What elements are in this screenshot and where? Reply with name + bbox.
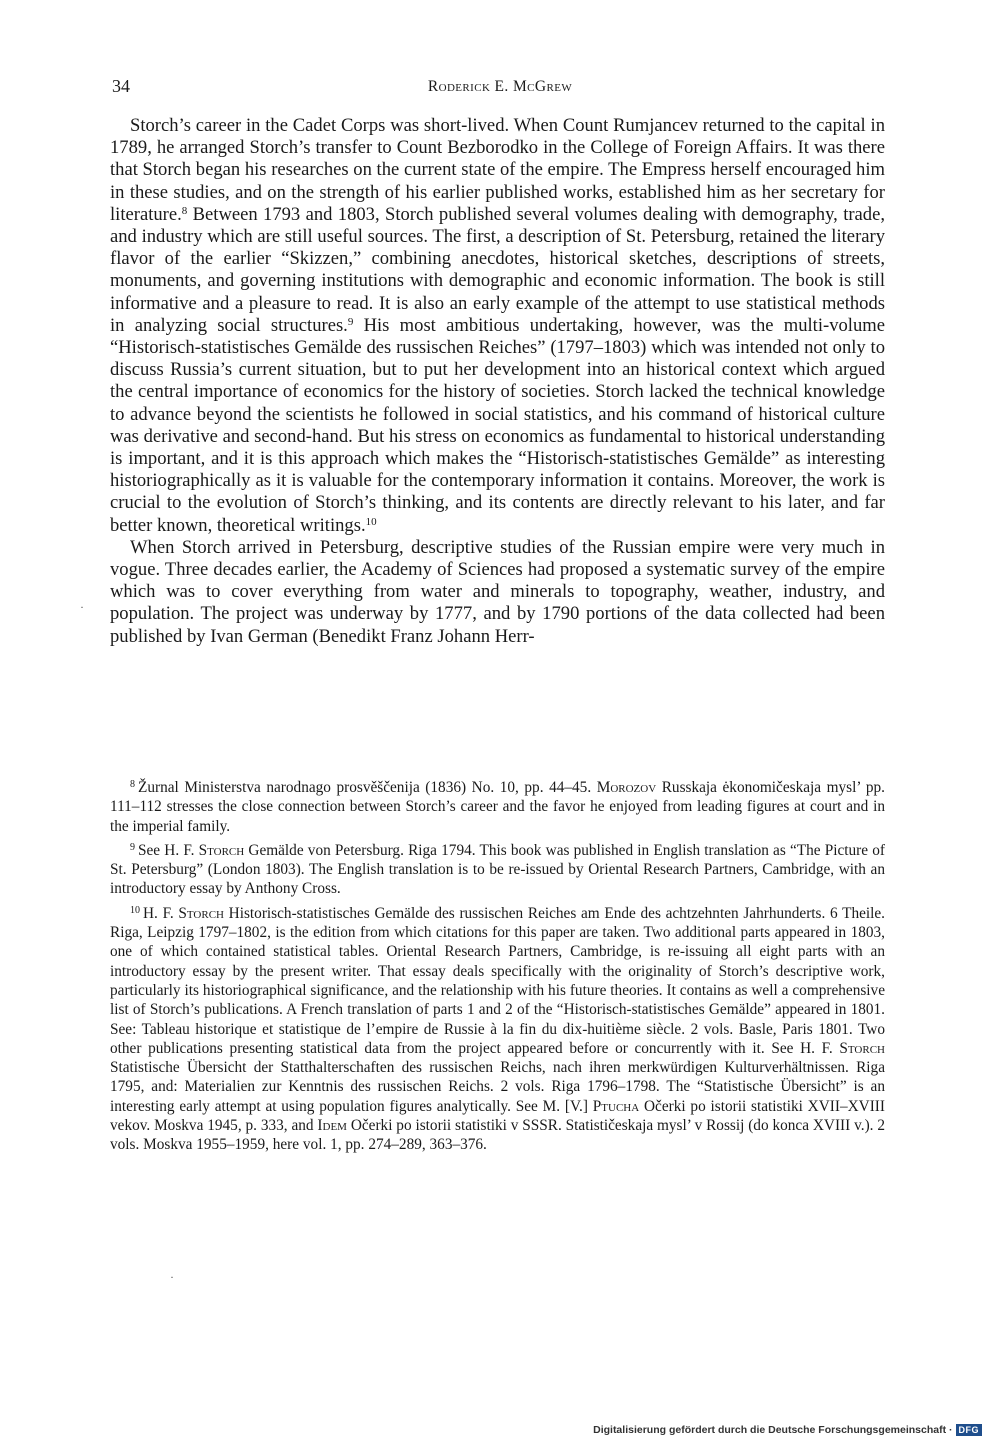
paragraph-1 — [110, 115, 885, 537]
footnote-text: Russkaja ėkonomičeskaja mysl’ pp. 111–112 stresses the close connection between Storch’s career and the favor he enjoyed from leading figures at court and in the imperial family. — [110, 779, 885, 835]
author-name: Storch — [839, 1039, 885, 1057]
credit-text: Digitalisierung gefördert durch die Deutsche Forschungsgemeinschaft · — [593, 1424, 953, 1436]
paragraph-1-part-2: Between 1793 and 1803, Storch published several volumes dealing with demography, trade, and industry which are still useful sources. The first, a description of St. Petersburg, retained the literary flavor of the earlier “Skizzen,” combining anecdotes, historical sketches, descriptions of streets, monuments, and governing institutions with demographic and economic information. The book is still informative and a pleasure to read. It is also an early example of the attempt to use statistical methods in analyzing social structures. — [110, 203, 885, 336]
margin-dot-mark: · — [170, 1270, 174, 1284]
footnote-number: 9 — [130, 841, 135, 853]
author-name: Ptucha — [592, 1097, 640, 1115]
dfg-logo-icon: DFG — [956, 1424, 983, 1436]
footnotes — [110, 778, 885, 1160]
footnote-9 — [110, 841, 885, 899]
margin-dot-mark: · — [80, 600, 84, 614]
footnote-text: Historisch-statistisches Gemälde des russischen Reiches am Ende des achtzehnten Jahrhunderts. 6 Theile. Riga, Leipzig 1797–1802, is the edition from which citations for this paper are taken. Two additional parts appeared in 1803, one of which contained statistical tables. Oriental Research Partners, Cambridge, is re-issuing all eight parts with an introductory essay by the present writer. That essay deals specifically with the originality of Storch’s descriptive work, particularly its historiographical significance, and the relationship with his future theories. It contains as well a comprehensive list of Storch’s publications. A French translation of parts 1 and 2 of the “Historisch-statistisches Gemälde” appeared in 1801. See: Tableau historique et statistique de l’empire de Russie à la fin du dix-huitième siècle. 2 vols. Basle, Paris 1801. Two other publications presenting statistical data from the project appeared before or concurrently with it. See H. F. — [110, 904, 885, 1057]
author-name: Idem — [317, 1117, 347, 1135]
footnote-text: See H. F. — [138, 841, 199, 859]
footnote-text: H. F. — [143, 904, 179, 922]
footnote-ref-8: 8 — [181, 204, 188, 217]
footnote-text: Gemälde von Petersburg. Riga 1794. This book was published in English translation as “The Picture of St. Petersburg” (London 1803). The English translation is to be re-issued by Oriental Research Partners, Cambridge, with an introductory essay by Anthony Cross. — [110, 841, 885, 898]
footnote-text: Očerki po istorii statistiki XVII–XVIII vekov. Moskva 1945, p. 333, and — [110, 1097, 885, 1135]
footnote-number: 8 — [130, 779, 135, 790]
page-number: 34 — [112, 76, 130, 96]
footnote-ref-9: 9 — [347, 315, 354, 328]
running-head: Roderick E. McGrew — [427, 78, 573, 95]
footnote-10 — [110, 904, 885, 1155]
footnote-8 — [110, 778, 885, 836]
body-text — [110, 115, 885, 648]
author-name: Storch — [178, 904, 224, 922]
paragraph-1-part-1: Storch’s career in the Cadet Corps was short-lived. When Count Rumjancev returned to the capital in 1789, he arranged Storch’s transfer to Count Bezborodko in the College of Foreign Affairs. It was there that Storch began his researches on the current state of the empire. The Empress herself encouraged him in these studies, and on the strength of his earlier published works, established him as her secretary for literature. — [110, 115, 885, 225]
footnote-text: Žurnal Ministerstva narodnago prosvěščenija (1836) No. 10, pp. 44–45. — [138, 779, 597, 796]
footnote-number: 10 — [130, 904, 140, 916]
footnote-text: Očerki po istorii statistiki v SSSR. Statističeskaja mysl’ v Rossij (do konca XVIII v.). 2 vols. Moskva 1955–1959, here vol. 1, pp. 274–289, 363–376. — [110, 1117, 885, 1154]
paragraph-1-part-3: His most ambitious undertaking, however, was the multi-volume “Historisch-statistisches Gemälde des russischen Reiches” (1797–1803) which was intended not only to discuss Russia’s current situation, but to put her development into an historical context which argued the central importance of economics for the history of societies. Storch lacked the technical knowledge to advance beyond the scientists he followed in social statistics, and his command of historical culture was derivative and second-hand. But his stress on economics as fundamental to historical understanding is important, and it is this approach which makes the “Historisch-statistisches Gemälde” as interesting historiographically as it is valuable for the contemporary information it contains. Moreover, the work is crucial to the evolution of Storch’s thinking, and its contents are directly relevant to his later, and far better known, theoretical writings. — [110, 314, 885, 536]
footnote-text: Statistische Übersicht der Statthalterschaften des russischen Reichs, nach ihren merkwürdigen Kulturverhältnissen. Riga 1795, and: Materialien zur Kenntnis des russischen Reichs. 2 vols. Riga 1796–1798. The “Statistische Übersicht” is an interesting early attempt at using population figures analytically. See M. [V.] — [110, 1059, 885, 1115]
author-name: Morozov — [596, 779, 657, 796]
digitization-credit — [593, 1424, 982, 1436]
paragraph-2: When Storch arrived in Petersburg, descriptive studies of the Russian empire were very much in vogue. Three decades earlier, the Academy of Sciences had proposed a systematic survey of the empire which was to cover everything from water and minerals to topography, weather, industry, and population. The project was underway by 1777, and by 1790 portions of the data collected had been published by Ivan German (Benedikt Franz Johann Herr- — [110, 536, 885, 647]
footnote-ref-10: 10 — [365, 515, 377, 528]
author-name: Storch — [198, 841, 245, 859]
